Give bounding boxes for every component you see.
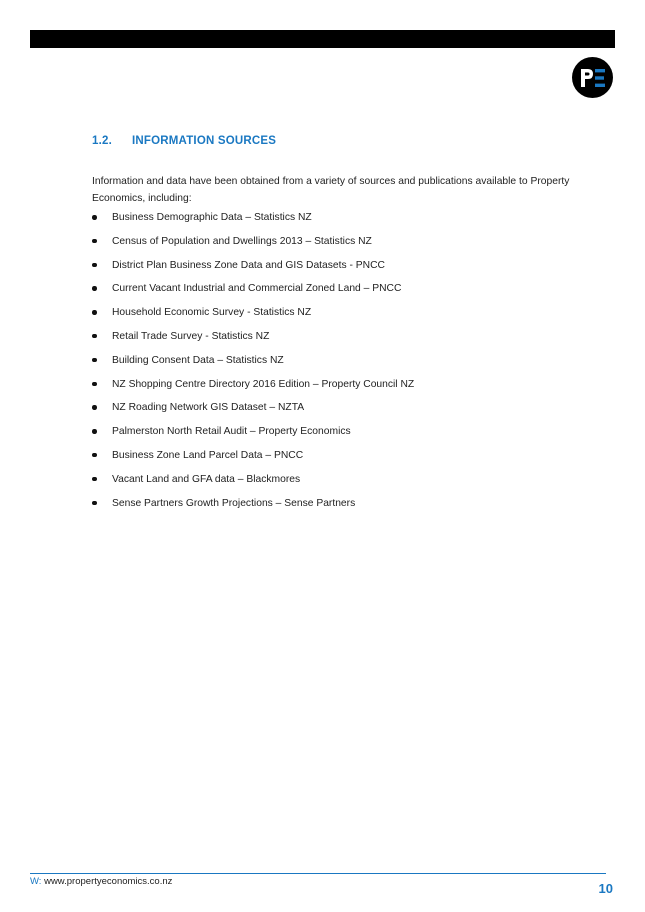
bullet-icon <box>92 501 97 506</box>
bullet-icon <box>92 453 97 458</box>
list-item: Business Demographic Data – Statistics NZ <box>92 211 414 235</box>
section-number: 1.2. <box>92 135 112 147</box>
footer-divider <box>30 873 606 874</box>
list-item: District Plan Business Zone Data and GIS Datasets - PNCC <box>92 259 414 283</box>
list-item: Sense Partners Growth Projections – Sense Partners <box>92 497 414 521</box>
list-item: Building Consent Data – Statistics NZ <box>92 354 414 378</box>
list-item: Current Vacant Industrial and Commercial Zoned Land – PNCC <box>92 282 414 306</box>
bullet-icon <box>92 405 97 410</box>
list-item: Business Zone Land Parcel Data – PNCC <box>92 449 414 473</box>
bullet-icon <box>92 286 97 291</box>
page-number: 10 <box>598 881 613 896</box>
bullet-icon <box>92 310 97 315</box>
list-item: Vacant Land and GFA data – Blackmores <box>92 473 414 497</box>
bullet-icon <box>92 382 97 387</box>
sources-list <box>92 211 414 520</box>
bullet-icon <box>92 239 97 244</box>
section-title: INFORMATION SOURCES <box>132 135 277 147</box>
header-bar <box>30 30 615 48</box>
bullet-icon <box>92 215 97 220</box>
footer-website <box>30 876 172 887</box>
list-item: Household Economic Survey - Statistics NZ <box>92 306 414 330</box>
pe-logo-icon <box>580 68 606 88</box>
list-item: NZ Shopping Centre Directory 2016 Edition – Property Council NZ <box>92 378 414 402</box>
list-item: Census of Population and Dwellings 2013 – Statistics NZ <box>92 235 414 259</box>
list-item: Palmerston North Retail Audit – Property Economics <box>92 425 414 449</box>
bullet-icon <box>92 334 97 339</box>
intro-paragraph: Information and data have been obtained from a variety of sources and publications available to Property Economics, including: <box>92 176 570 204</box>
website-link[interactable]: www.propertyeconomics.co.nz <box>44 876 173 887</box>
bullet-icon <box>92 358 97 363</box>
web-label: W: <box>30 876 42 887</box>
bullet-icon <box>92 263 97 268</box>
bullet-icon <box>92 429 97 434</box>
list-item: Retail Trade Survey - Statistics NZ <box>92 330 414 354</box>
list-item: NZ Roading Network GIS Dataset – NZTA <box>92 401 414 425</box>
bullet-icon <box>92 477 97 482</box>
pe-logo <box>572 57 613 98</box>
section-heading <box>92 135 276 147</box>
